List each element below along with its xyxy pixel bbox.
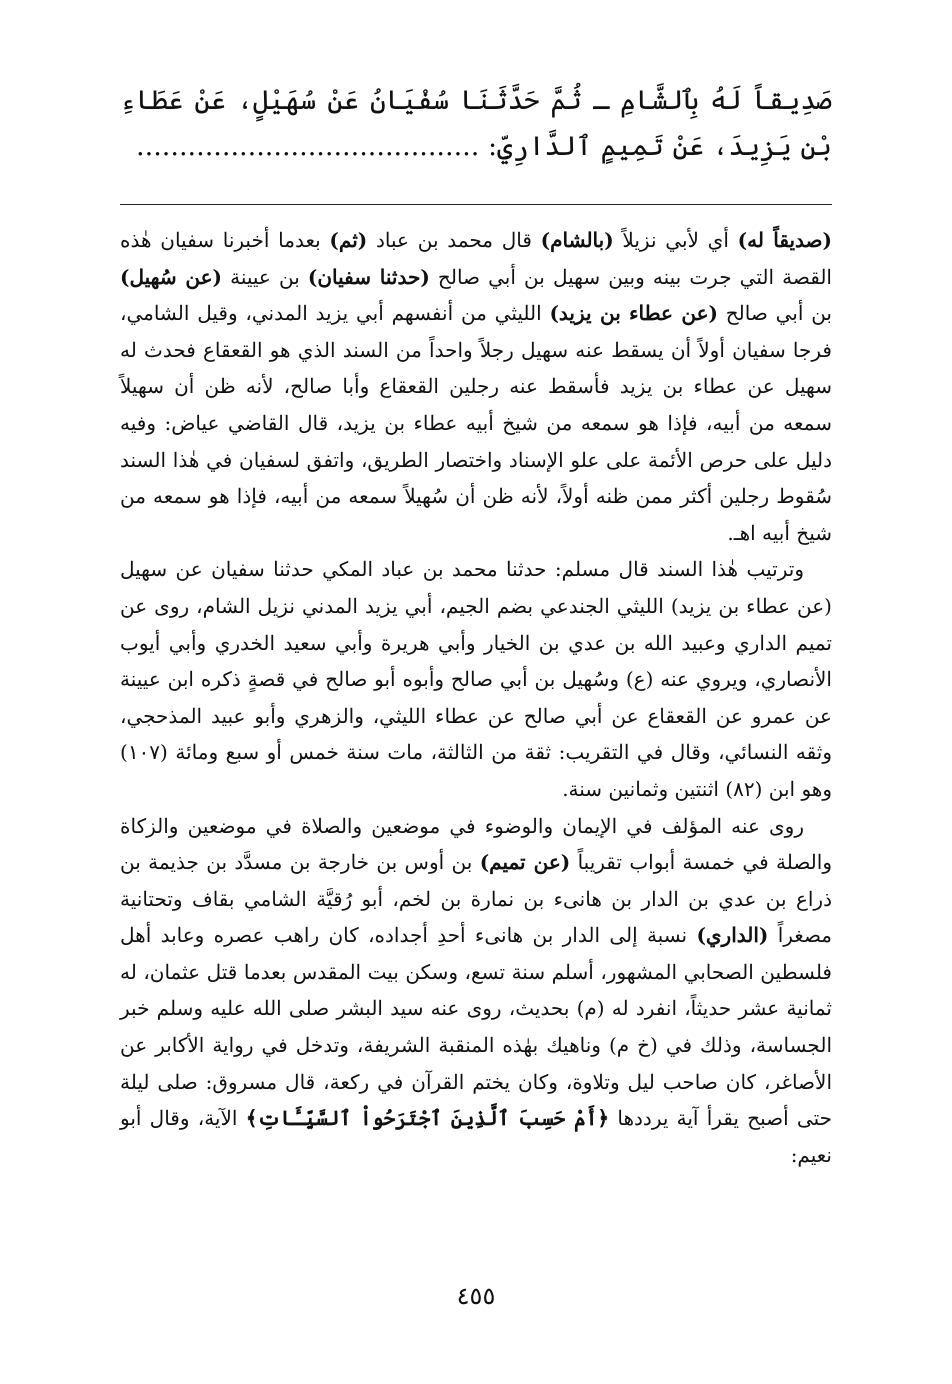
hadith-text (120, 78, 832, 170)
hadith-line-1: صَدِيقاً لَهُ بِٱلشَّامِ ـ ثُمَّ حَدَّثَنَا سُفْيَانُ عَنْ سُهَيْلٍ، عَنْ عَطَاءِ بْنِ يَزِيدَ، عَنْ تَمِيمٍ (120, 85, 832, 162)
lemma-sadiqan: (صديقاً له) (737, 228, 833, 252)
hadith-line-2: ٱلدَّارِيِّ: (487, 131, 592, 162)
commentary-text: روى عنه المؤلف في الإيمان والوضوء في موضعين والصلاة في موضعين والزكاة والصلة في خمسة أبواب تقريباً (120, 813, 832, 875)
commentary-text: بعدما أخبرنا سفيان هٰذه القصة التي جرت بينه وبين سهيل بن أبي صالح (120, 228, 832, 289)
commentary-text: قال محمد بن عباد (367, 228, 541, 252)
commentary-paragraph-3 (120, 808, 832, 1174)
lemma-an-ata: (عن عطاء بن يزيد) (549, 301, 718, 326)
commentary-text: نسبة إلى الدار بن هانىء أحدِ أجداده، كان راهب عصره وعابد أهل فلسطين الصحابي المشهور، أسلم سنة تسع، وسكن بيت المقدس بعدما قتل عثمان، له ثمانية عشر حديثاً، انفرد له (م) بحديث، روى عنه سيد البشر صلى الله عليه وسلم خبر الجساسة، وذلك في (خ م) وناهيك بهٰذه المنقبة الشريفة، وتدخل في رواية الأكابر عن الأصاغر، كان صاحب ليل وتلاوة، وكان يختم القرآن في ركعة، قال مسروق: صلى ليلة حتى أصبح يقرأ آية يرددها (120, 923, 832, 1131)
commentary-text: الآية، وقال أبو نعيم: (120, 1106, 832, 1167)
commentary-text: أي لأبي نزيلاً (613, 228, 738, 252)
commentary (120, 222, 832, 1173)
quran-verse: ﴿أَمْ حَسِبَ ٱلَّذِينَ ٱجْتَرَحُواْ ٱلسَّيِّـَٔاتِ﴾ (245, 1106, 610, 1131)
lemma-thumma: (ثم) (329, 228, 368, 252)
lemma-an-tamim: (عن تميم) (479, 850, 571, 875)
commentary-text: بن أبي صالح (718, 301, 832, 326)
commentary-text: بن أوس بن خارجة بن مسدَّد بن جذيمة بن ذراع بن عدي بن الدار بن هانىء بن نمارة بن لخم، أبو رُقيَّة الشامي بقاف وتحتانية مصغراً (120, 850, 833, 948)
lemma-ad-dari: (الداري) (696, 923, 769, 948)
lemma-an-suhail: (عن سُهيل) (120, 264, 222, 289)
hadith-ellipsis: ........................................ (136, 131, 480, 162)
commentary-paragraph-1 (120, 222, 832, 551)
footnote-separator (120, 204, 832, 205)
page-number: ٤٥٥ (456, 1282, 496, 1310)
commentary-text: بن عيينة (221, 264, 308, 289)
lemma-bi-sham: (بالشام) (540, 228, 614, 252)
commentary-text: الليثي من أنفسهم أبي يزيد المدني، وقيل الشامي، فرجا سفيان أولاً أن يسقط عنه سهيل رجلاً واحداً من السند الذي هو القعقاع فحدث له سهيل عن عطاء بن يزيد فأسقط عنه رجلين القعقاع وأبا صالح، لأنه ظن أن سهيلاً سمعه من أبيه، فإذا هو سمعه من شيخ أبيه عطاء بن يزيد، قال القاضي عياض: وفيه دليل على حرص الأئمة على علو الإسناد واختصار الطريق، واتفق لسفيان في هٰذا السند سُقوط رجلين أكثر ممن ظنه أولاً، لأنه ظن أن سُهيلاً سمعه من أبيه، فإذا هو سمعه من شيخ أبيه اهـ. (120, 301, 832, 545)
commentary-paragraph-2: وترتيب هٰذا السند قال مسلم: حدثنا محمد بن عباد المكي حدثنا سفيان عن سهيل (عن عطاء بن يزيد) الليثي الجندعي بضم الجيم، أبي يزيد المدني نزيل الشام، روى عن تميم الداري وعبيد الله بن عدي بن الخيار وأبي هريرة وأبي سعيد الخدري وأبي أيوب الأنصاري، ويروي عنه (ع) وسُهيل بن أبي صالح وأبوه أبو صالح في قصةٍ ذكره ابن عيينة عن عمرو عن القعقاع عن أبي صالح عن عطاء الليثي، والزهري وأبو عبيد المذحجي، وثقه النسائي، وقال في التقريب: ثقة من الثالثة، مات سنة خمس أو سبع ومائة (١٠٧) وهو ابن (٨٢) اثنتين وثمانين سنة. (120, 557, 832, 801)
lemma-haddathana-sufyan: (حدثنا سفيان) (307, 264, 430, 289)
